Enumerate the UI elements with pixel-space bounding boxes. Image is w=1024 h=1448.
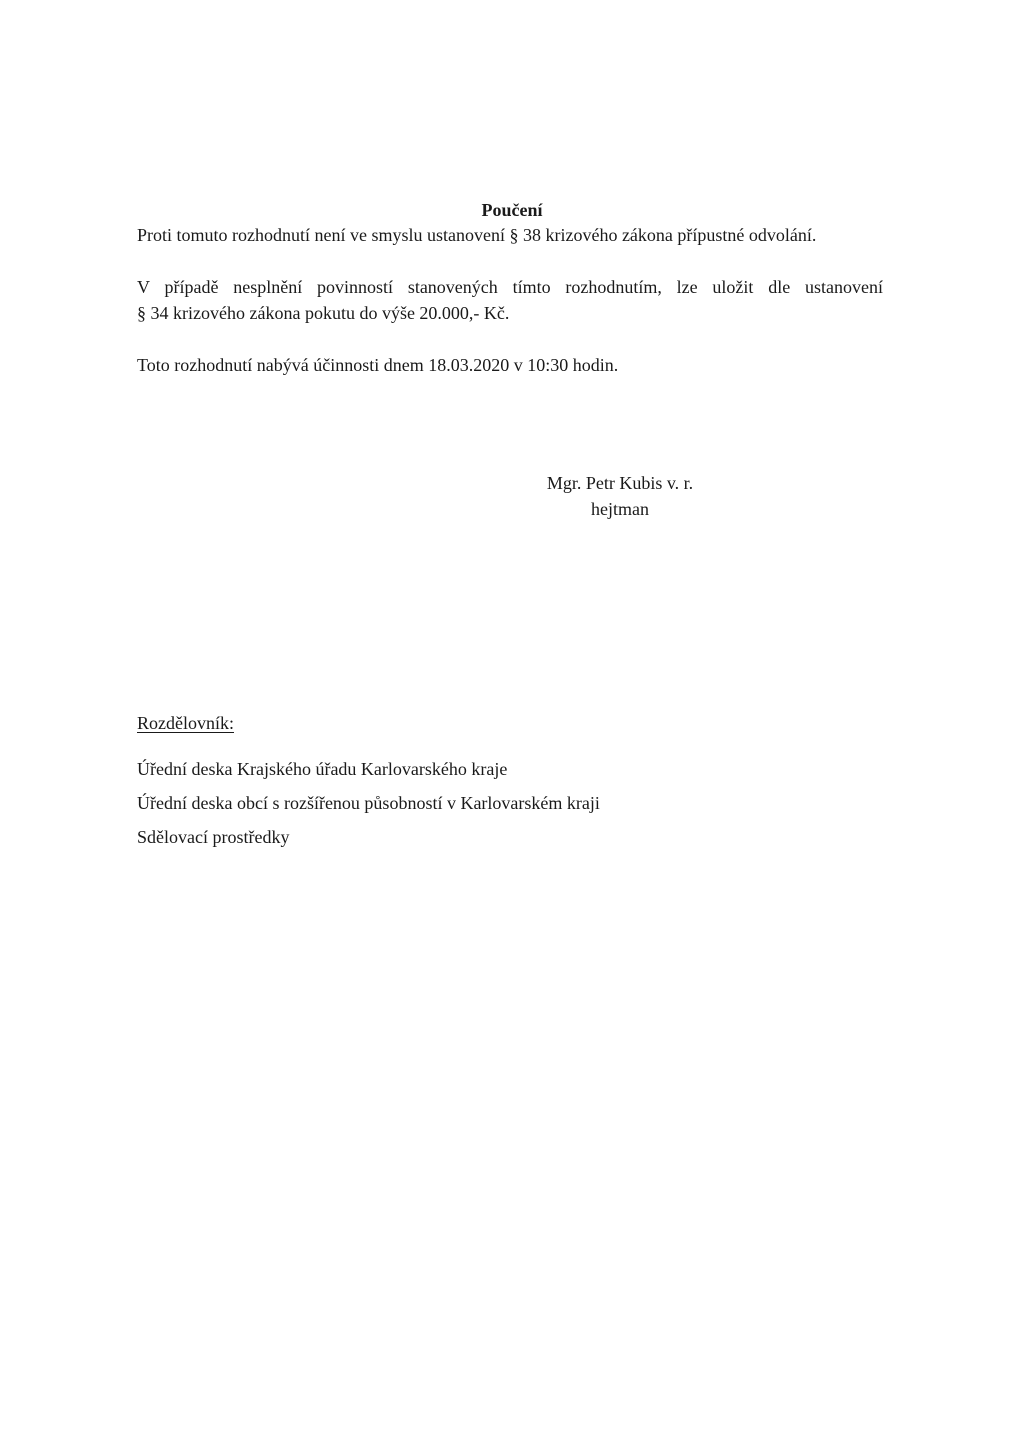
distribution-list	[137, 756, 600, 858]
effective-date-paragraph: Toto rozhodnutí nabývá účinnosti dnem 18.03.2020 v 10:30 hodin.	[137, 355, 619, 375]
penalty-paragraph	[137, 274, 883, 326]
distribution-item: Úřední deska obcí s rozšířenou působností v Karlovarském kraji	[137, 793, 600, 813]
appeal-notice-paragraph: Proti tomuto rozhodnutí není ve smyslu ustanovení § 38 krizového zákona přípustné odvolání.	[137, 225, 817, 245]
distribution-heading: Rozdělovník:	[137, 713, 234, 733]
section-title: Poučení	[481, 200, 543, 220]
signatory-name: Mgr. Petr Kubis v. r.	[546, 473, 694, 493]
signature-block	[520, 470, 720, 522]
penalty-paragraph-line-1: V případě nesplnění povinností stanovených tímto rozhodnutím, lze uložit dle ustanovení	[137, 277, 883, 297]
penalty-paragraph-line-2: § 34 krizového zákona pokutu do výše 20.000,- Kč.	[137, 303, 510, 323]
distribution-item: Sdělovací prostředky	[137, 827, 290, 847]
distribution-item: Úřední deska Krajského úřadu Karlovarského kraje	[137, 759, 508, 779]
signatory-role: hejtman	[591, 499, 649, 519]
